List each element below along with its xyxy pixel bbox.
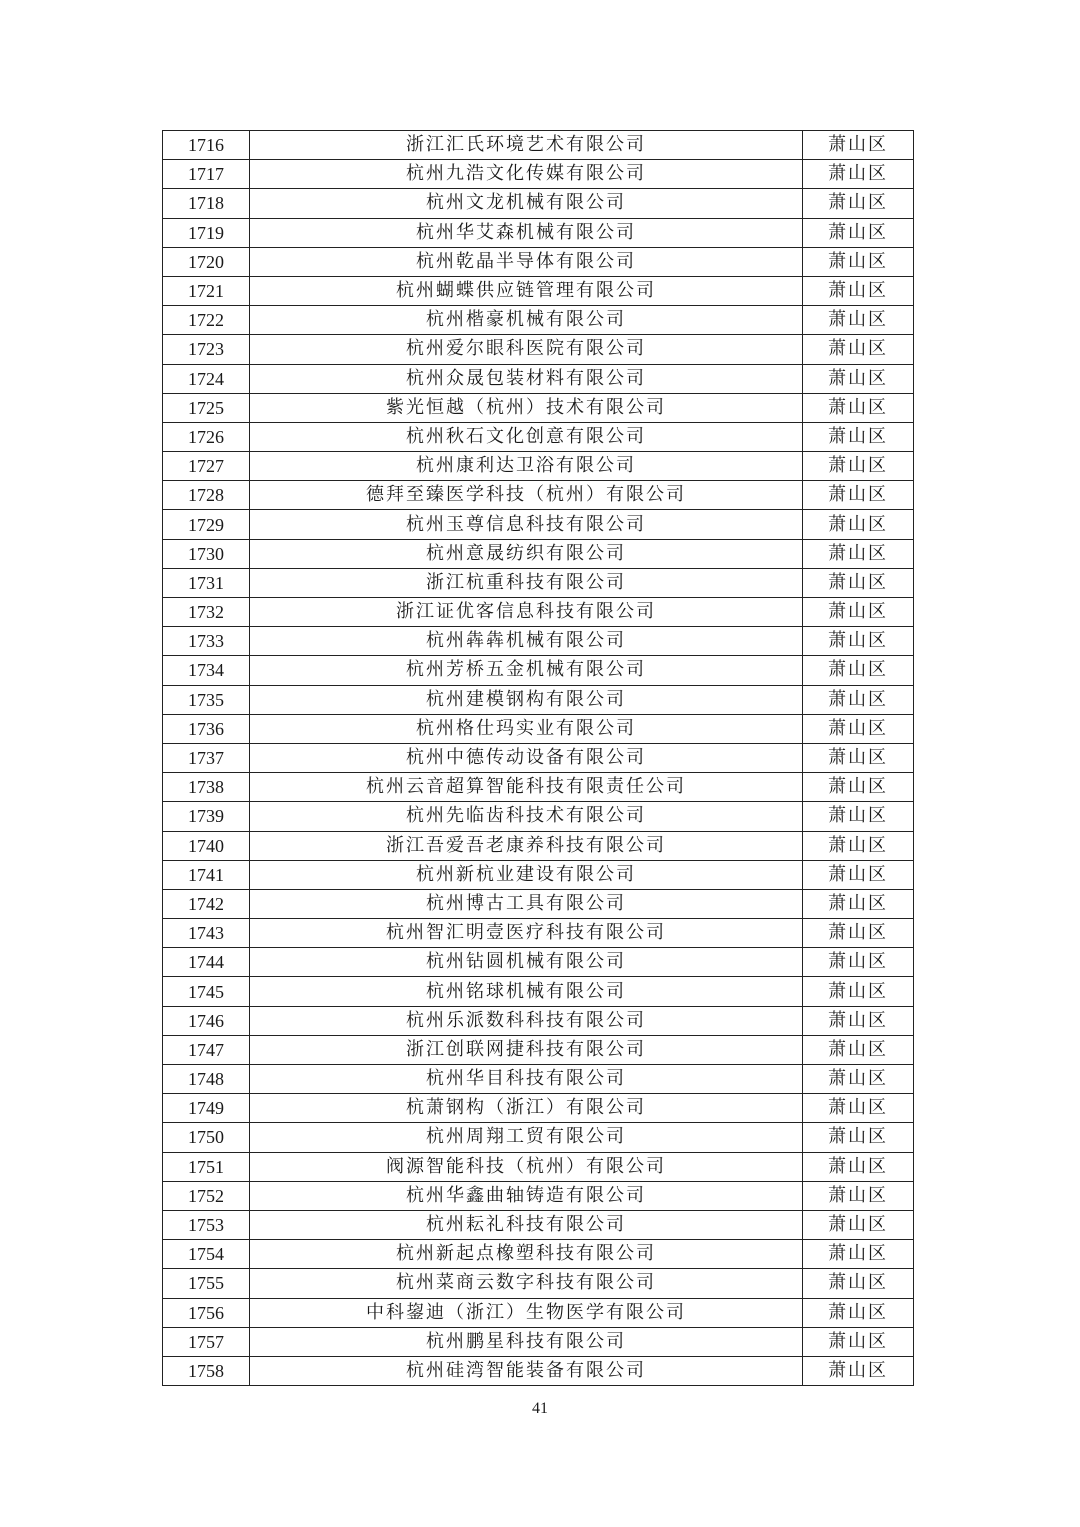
table-row [163,1240,914,1269]
table-row [163,598,914,627]
company-name-cell: 浙江证优客信息科技有限公司 [250,598,803,627]
district-cell: 萧山区 [803,568,914,597]
row-number-cell: 1726 [163,422,250,451]
company-name-cell: 杭州鹏星科技有限公司 [250,1327,803,1356]
row-number-cell: 1729 [163,510,250,539]
district-cell: 萧山区 [803,1210,914,1239]
district-cell: 萧山区 [803,831,914,860]
table-row [163,131,914,160]
table-row [163,1094,914,1123]
company-name-cell: 杭州铭球机械有限公司 [250,977,803,1006]
table-row [163,422,914,451]
district-cell: 萧山区 [803,1094,914,1123]
district-cell: 萧山区 [803,481,914,510]
table-row [163,831,914,860]
row-number-cell: 1757 [163,1327,250,1356]
district-cell: 萧山区 [803,977,914,1006]
table-row [163,1181,914,1210]
company-name-cell: 杭州华目科技有限公司 [250,1065,803,1094]
row-number-cell: 1740 [163,831,250,860]
row-number-cell: 1758 [163,1356,250,1385]
district-cell: 萧山区 [803,131,914,160]
row-number-cell: 1744 [163,948,250,977]
page-number: 41 [532,1400,548,1417]
table-row [163,568,914,597]
company-name-cell: 杭州楷豪机械有限公司 [250,306,803,335]
row-number-cell: 1756 [163,1298,250,1327]
table-row [163,1327,914,1356]
district-cell: 萧山区 [803,218,914,247]
district-cell: 萧山区 [803,1181,914,1210]
table-row [163,1210,914,1239]
company-name-cell: 杭州周翔工贸有限公司 [250,1123,803,1152]
table-row [163,481,914,510]
company-name-cell: 杭州格仕玛实业有限公司 [250,714,803,743]
row-number-cell: 1753 [163,1210,250,1239]
district-cell: 萧山区 [803,422,914,451]
table-row [163,860,914,889]
row-number-cell: 1730 [163,539,250,568]
company-table [162,130,914,1386]
row-number-cell: 1724 [163,364,250,393]
row-number-cell: 1734 [163,656,250,685]
table-row [163,919,914,948]
district-cell: 萧山区 [803,1065,914,1094]
table-row [163,802,914,831]
row-number-cell: 1720 [163,247,250,276]
company-name-cell: 杭州犇犇机械有限公司 [250,627,803,656]
company-name-cell: 杭州华艾森机械有限公司 [250,218,803,247]
district-cell: 萧山区 [803,189,914,218]
row-number-cell: 1735 [163,685,250,714]
company-name-cell: 杭州文龙机械有限公司 [250,189,803,218]
company-name-cell: 杭州硅湾智能装备有限公司 [250,1356,803,1385]
company-name-cell: 杭州云音超算智能科技有限责任公司 [250,773,803,802]
table-row [163,1298,914,1327]
district-cell: 萧山区 [803,160,914,189]
district-cell: 萧山区 [803,452,914,481]
table-row [163,656,914,685]
table-row [163,1152,914,1181]
row-number-cell: 1752 [163,1181,250,1210]
row-number-cell: 1731 [163,568,250,597]
row-number-cell: 1733 [163,627,250,656]
table-row [163,189,914,218]
district-cell: 萧山区 [803,1035,914,1064]
district-cell: 萧山区 [803,1269,914,1298]
table-row [163,276,914,305]
company-name-cell: 杭州九浩文化传媒有限公司 [250,160,803,189]
company-name-cell: 杭州菜商云数字科技有限公司 [250,1269,803,1298]
row-number-cell: 1717 [163,160,250,189]
district-cell: 萧山区 [803,1006,914,1035]
district-cell: 萧山区 [803,539,914,568]
company-name-cell: 杭州钻圆机械有限公司 [250,948,803,977]
company-name-cell: 杭州康利达卫浴有限公司 [250,452,803,481]
company-name-cell: 德拜至臻医学科技（杭州）有限公司 [250,481,803,510]
table-row [163,306,914,335]
district-cell: 萧山区 [803,1152,914,1181]
table-row [163,539,914,568]
table-row [163,889,914,918]
row-number-cell: 1751 [163,1152,250,1181]
table-row [163,393,914,422]
district-cell: 萧山区 [803,1123,914,1152]
table-row [163,452,914,481]
row-number-cell: 1738 [163,773,250,802]
row-number-cell: 1745 [163,977,250,1006]
table-row [163,977,914,1006]
company-name-cell: 杭州玉尊信息科技有限公司 [250,510,803,539]
company-name-cell: 浙江杭重科技有限公司 [250,568,803,597]
company-name-cell: 杭州新起点橡塑科技有限公司 [250,1240,803,1269]
table-row [163,510,914,539]
row-number-cell: 1732 [163,598,250,627]
company-name-cell: 杭州智汇明壹医疗科技有限公司 [250,919,803,948]
row-number-cell: 1746 [163,1006,250,1035]
table-row [163,247,914,276]
district-cell: 萧山区 [803,1298,914,1327]
district-cell: 萧山区 [803,627,914,656]
row-number-cell: 1721 [163,276,250,305]
district-cell: 萧山区 [803,714,914,743]
district-cell: 萧山区 [803,364,914,393]
district-cell: 萧山区 [803,1327,914,1356]
company-name-cell: 杭州华鑫曲轴铸造有限公司 [250,1181,803,1210]
row-number-cell: 1748 [163,1065,250,1094]
company-name-cell: 杭州乐派数科科技有限公司 [250,1006,803,1035]
company-name-cell: 浙江吾爱吾老康养科技有限公司 [250,831,803,860]
district-cell: 萧山区 [803,1356,914,1385]
table-row [163,1035,914,1064]
company-name-cell: 阀源智能科技（杭州）有限公司 [250,1152,803,1181]
company-name-cell: 杭州众晟包装材料有限公司 [250,364,803,393]
table-row [163,685,914,714]
company-name-cell: 紫光恒越（杭州）技术有限公司 [250,393,803,422]
table-row [163,218,914,247]
row-number-cell: 1750 [163,1123,250,1152]
company-table-body [163,131,914,1386]
table-row [163,627,914,656]
district-cell: 萧山区 [803,247,914,276]
district-cell: 萧山区 [803,802,914,831]
row-number-cell: 1718 [163,189,250,218]
company-name-cell: 杭州建模钢构有限公司 [250,685,803,714]
table-row [163,1269,914,1298]
company-name-cell: 浙江创联网捷科技有限公司 [250,1035,803,1064]
row-number-cell: 1736 [163,714,250,743]
company-name-cell: 杭州秋石文化创意有限公司 [250,422,803,451]
district-cell: 萧山区 [803,860,914,889]
company-name-cell: 杭州中德传动设备有限公司 [250,743,803,772]
table-row [163,1006,914,1035]
company-name-cell: 杭州新杭业建设有限公司 [250,860,803,889]
company-name-cell: 杭萧钢构（浙江）有限公司 [250,1094,803,1123]
row-number-cell: 1749 [163,1094,250,1123]
row-number-cell: 1742 [163,889,250,918]
table-row [163,714,914,743]
row-number-cell: 1723 [163,335,250,364]
row-number-cell: 1737 [163,743,250,772]
company-name-cell: 杭州先临齿科技术有限公司 [250,802,803,831]
district-cell: 萧山区 [803,919,914,948]
row-number-cell: 1722 [163,306,250,335]
table-row [163,160,914,189]
district-cell: 萧山区 [803,510,914,539]
company-name-cell: 中科鋆迪（浙江）生物医学有限公司 [250,1298,803,1327]
row-number-cell: 1725 [163,393,250,422]
district-cell: 萧山区 [803,393,914,422]
row-number-cell: 1741 [163,860,250,889]
district-cell: 萧山区 [803,306,914,335]
table-row [163,1356,914,1385]
company-name-cell: 杭州蝴蝶供应链管理有限公司 [250,276,803,305]
row-number-cell: 1755 [163,1269,250,1298]
district-cell: 萧山区 [803,948,914,977]
district-cell: 萧山区 [803,1240,914,1269]
row-number-cell: 1719 [163,218,250,247]
district-cell: 萧山区 [803,773,914,802]
row-number-cell: 1747 [163,1035,250,1064]
row-number-cell: 1743 [163,919,250,948]
table-row [163,1065,914,1094]
table-row [163,364,914,393]
district-cell: 萧山区 [803,743,914,772]
company-name-cell: 杭州博古工具有限公司 [250,889,803,918]
company-name-cell: 杭州爱尔眼科医院有限公司 [250,335,803,364]
table-row [163,743,914,772]
row-number-cell: 1716 [163,131,250,160]
district-cell: 萧山区 [803,276,914,305]
row-number-cell: 1754 [163,1240,250,1269]
company-name-cell: 杭州意晟纺织有限公司 [250,539,803,568]
district-cell: 萧山区 [803,685,914,714]
table-row [163,1123,914,1152]
district-cell: 萧山区 [803,889,914,918]
company-name-cell: 杭州乾晶半导体有限公司 [250,247,803,276]
table-row [163,948,914,977]
company-name-cell: 杭州芳桥五金机械有限公司 [250,656,803,685]
company-name-cell: 浙江汇氏环境艺术有限公司 [250,131,803,160]
row-number-cell: 1728 [163,481,250,510]
table-row [163,335,914,364]
row-number-cell: 1739 [163,802,250,831]
district-cell: 萧山区 [803,598,914,627]
district-cell: 萧山区 [803,335,914,364]
company-name-cell: 杭州耘礼科技有限公司 [250,1210,803,1239]
district-cell: 萧山区 [803,656,914,685]
row-number-cell: 1727 [163,452,250,481]
table-row [163,773,914,802]
